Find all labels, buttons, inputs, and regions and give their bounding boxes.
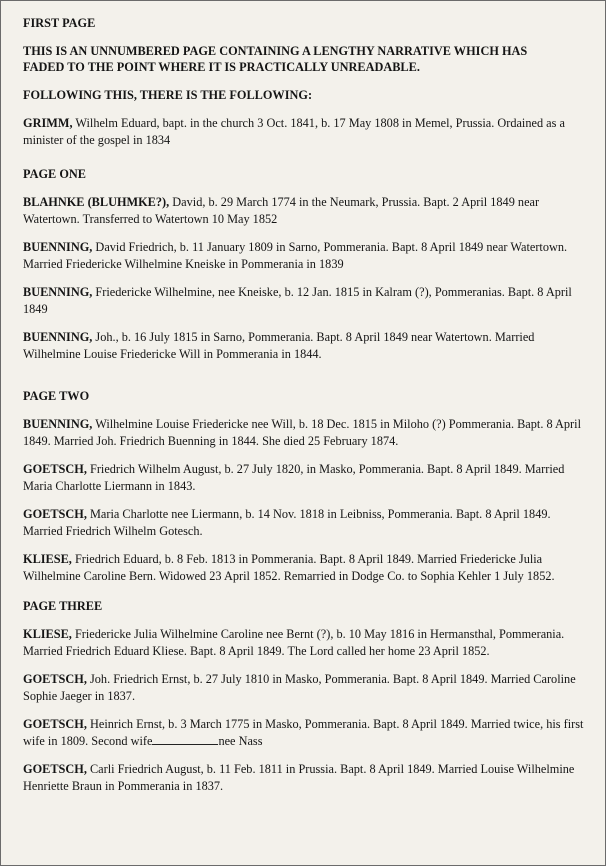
entry-text: Maria Charlotte nee Liermann, b. 14 Nov. 1818 in Leibniss, Pommerania. Bapt. 8 April 1849. Married Friedrich Wilhelm Gotesch. (23, 507, 551, 538)
entry-kliese-friedrich (23, 551, 589, 584)
entry-goetsch-joh (23, 671, 589, 704)
heading-first-page: FIRST PAGE (23, 16, 96, 30)
entry-buenning-david (23, 239, 589, 272)
entry-surname: GOETSCH, (23, 462, 87, 476)
entry-text: David Friedrich, b. 11 January 1809 in Sarno, Pommerania. Bapt. 8 April 1849 near Watertown. Married Friedericke Wilhelmine Kneiske in Pommerania in 1839 (23, 240, 568, 271)
entry-text: Friedrich Wilhelm August, b. 27 July 1820, in Masko, Pommerania. Bapt. 8 April 1849. Married Maria Charlotte Liermann in 1843. (23, 462, 565, 493)
intro-line-2: FADED TO THE POINT WHERE IT IS PRACTICALLY UNREADABLE. (23, 60, 420, 74)
entry-text: Friedericke Wilhelmine, nee Kneiske, b. 12 Jan. 1815 in Kalram (?), Pommeranias. Bapt. 8 April 1849 (23, 285, 572, 316)
entry-surname: BUENNING, (23, 285, 93, 299)
entry-text: David, b. 29 March 1774 in the Neumark, Prussia. Bapt. 2 April 1849 near Watertown. Transferred to Watertown 10 May 1852 (23, 195, 540, 226)
document-content (23, 15, 589, 794)
entry-surname: GOETSCH, (23, 717, 87, 731)
heading-following: FOLLOWING THIS, THERE IS THE FOLLOWING: (23, 88, 313, 102)
entry-surname: KLIESE, (23, 552, 72, 566)
entry-surname: BLAHNKE (BLUHMKE?), (23, 195, 170, 209)
entry-text: Heinrich Ernst, b. 3 March 1775 in Masko, Pommerania. Bapt. 8 April 1849. Married twice, his first wife in 1809. Second wife (23, 717, 584, 748)
entry-buenning-wilhelmine (23, 416, 589, 449)
entry-surname: GRIMM, (23, 116, 73, 130)
entry-surname: BUENNING, (23, 330, 93, 344)
entry-surname: BUENNING, (23, 240, 93, 254)
entry-blahnke (23, 194, 589, 227)
entry-text: Joh., b. 16 July 1815 in Sarno, Pommerania. Bapt. 8 April 1849 near Watertown. Married Wilhelmine Louise Friedericke Will in Pommerania in 1844. (23, 330, 535, 361)
entry-surname: GOETSCH, (23, 507, 87, 521)
entry-goetsch-friedrich-wilhelm (23, 461, 589, 494)
entry-goetsch-heinrich (23, 716, 589, 749)
intro-line-1: THIS IS AN UNNUMBERED PAGE CONTAINING A LENGTHY NARRATIVE WHICH HAS (23, 44, 528, 58)
entry-text: Wilhelmine Louise Friedericke nee Will, b. 18 Dec. 1815 in Miloho (?) Pommerania. Bapt. 8 April 1849. Married Joh. Friedrich Buenning in 1844. She died 25 February 1874. (23, 417, 581, 448)
blank-line (152, 734, 218, 745)
entry-surname: KLIESE, (23, 627, 72, 641)
entry-text: Carli Friedrich August, b. 11 Feb. 1811 in Prussia. Bapt. 8 April 1849. Married Louise Wilhelmine Henriette Braun in Pommerania in 1837. (23, 762, 575, 793)
entry-surname: GOETSCH, (23, 672, 87, 686)
entry-grimm (23, 115, 589, 148)
entry-text: Friedericke Julia Wilhelmine Caroline nee Bernt (?), b. 10 May 1816 in Hermansthal, Pommerania. Married Friedrich Eduard Kliese. Bapt. 8 April 1849. The Lord called her home 23 April 1852. (23, 627, 565, 658)
heading-page-one: PAGE ONE (23, 167, 86, 181)
heading-page-three: PAGE THREE (23, 599, 103, 613)
entry-text: Joh. Friedrich Ernst, b. 27 July 1810 in Masko, Pommerania. Bapt. 8 April 1849. Married Caroline Sophie Jaeger in 1837. (23, 672, 576, 703)
entry-buenning-friedericke (23, 284, 589, 317)
entry-buenning-joh (23, 329, 589, 362)
entry-text: Wilhelm Eduard, bapt. in the church 3 Oct. 1841, b. 17 May 1808 in Memel, Prussia. Ordained as a minister of the gospel in 1834 (23, 116, 565, 147)
entry-text: Friedrich Eduard, b. 8 Feb. 1813 in Pommerania. Bapt. 8 April 1849. Married Friedericke Julia Wilhelmine Caroline Bern. Widowed 23 April 1852. Remarried in Dodge Co. to Sophia Kehler 1 July 1852. (23, 552, 555, 583)
entry-kliese-friedericke (23, 626, 589, 659)
heading-page-two: PAGE TWO (23, 389, 90, 403)
entry-goetsch-maria (23, 506, 589, 539)
entry-surname: BUENNING, (23, 417, 93, 431)
entry-surname: GOETSCH, (23, 762, 87, 776)
entry-text-after-blank: nee Nass (218, 733, 263, 748)
entry-goetsch-carli (23, 761, 589, 794)
